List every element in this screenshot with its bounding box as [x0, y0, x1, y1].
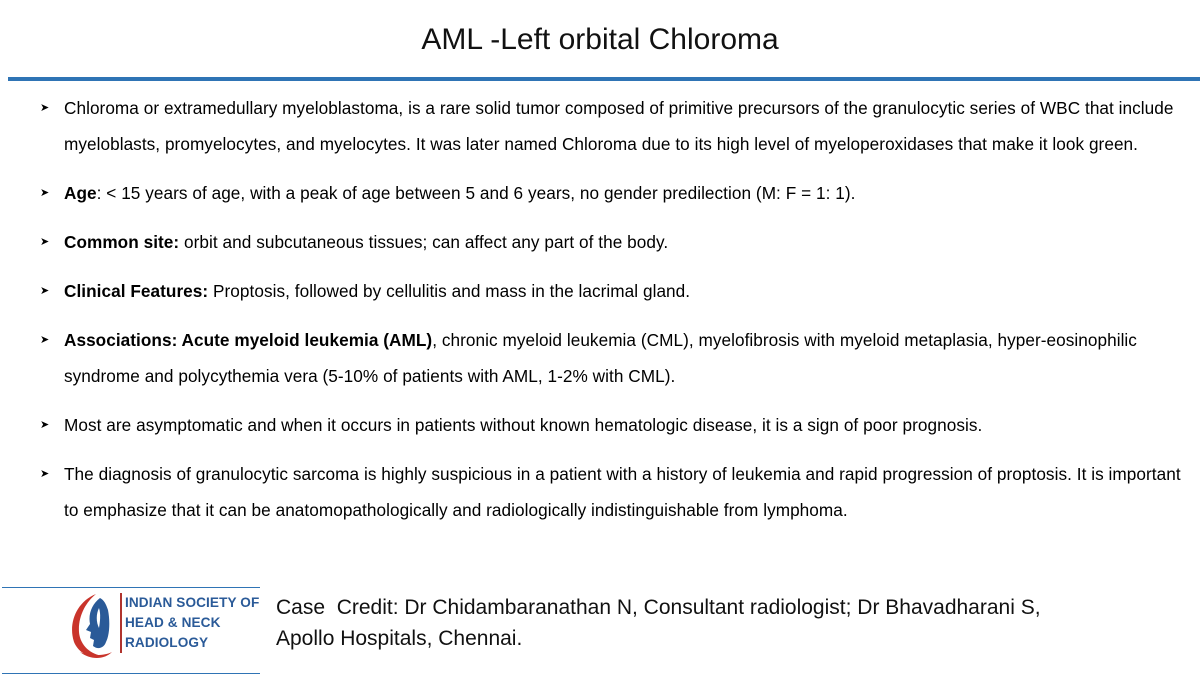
case-credit: [276, 592, 1176, 654]
footer-divider-bottom: [2, 673, 260, 674]
arrowhead-icon: ➤: [40, 334, 50, 346]
arrowhead-icon: ➤: [40, 468, 50, 480]
arrowhead-icon: ➤: [40, 285, 50, 297]
bullet-item: [34, 90, 1184, 162]
org-name-line: RADIOLOGY: [125, 635, 209, 650]
bullet-bold: Age: [64, 183, 97, 203]
bullet-item: [34, 456, 1184, 528]
bullet-text: , chronic myeloid leukemia (CML), myelofibrosis with myeloid metaplasia, hyper-eosinophilic syndrome and polycythemia vera (5-10% of patients with AML, 1-2% with CML).: [64, 330, 1137, 386]
bullet-text: Most are asymptomatic and when it occurs in patients without known hematologic disease, it is a sign of poor prognosis.: [64, 415, 983, 435]
bullet-item: [34, 175, 1184, 211]
bullet-text: : < 15 years of age, with a peak of age between 5 and 6 years, no gender predilection (M: F = 1: 1).: [96, 183, 856, 203]
bullet-text: Chloroma or extramedullary myeloblastoma, is a rare solid tumor composed of primitive precursors of the granulocytic series of WBC that include myeloblasts, promyelocytes, and myelocytes. It was later named Chloroma due to its high level of myeloperoxidases that make it look green.: [64, 98, 1174, 154]
arrowhead-icon: ➤: [40, 187, 50, 199]
org-name-line: HEAD & NECK: [125, 615, 221, 630]
org-name: [120, 593, 261, 653]
bullet-bold: Associations: Acute myeloid leukemia (AML): [64, 330, 433, 350]
bullet-list: [34, 90, 1184, 541]
arrowhead-icon: ➤: [40, 419, 50, 431]
arrowhead-icon: ➤: [40, 102, 50, 114]
bullet-item: [34, 407, 1184, 443]
slide-title: AML -Left orbital Chloroma: [421, 23, 779, 56]
bullet-bold: Clinical Features:: [64, 281, 209, 301]
bullet-item: [34, 322, 1184, 394]
footer-divider-top: [2, 587, 260, 588]
arrowhead-icon: ➤: [40, 236, 50, 248]
isnhr-logo-icon: [66, 590, 120, 662]
org-name-line: INDIAN SOCIETY OF: [125, 595, 260, 610]
title-divider: [8, 77, 1200, 81]
bullet-item: [34, 224, 1184, 260]
bullet-text: Proptosis, followed by cellulitis and mass in the lacrimal gland.: [208, 281, 691, 301]
bullet-text: orbit and subcutaneous tissues; can affect any part of the body.: [179, 232, 669, 252]
credit-line: Apollo Hospitals, Chennai.: [276, 627, 523, 650]
bullet-bold: Common site:: [64, 232, 180, 252]
bullet-item: [34, 273, 1184, 309]
bullet-text: The diagnosis of granulocytic sarcoma is highly suspicious in a patient with a history of leukemia and rapid progression of proptosis. It is important to emphasize that it can be anatomopathologically and radiologically indistinguishable from lymphoma.: [64, 464, 1181, 520]
credit-line: Case Credit: Dr Chidambaranathan N, Consultant radiologist; Dr Bhavadharani S,: [276, 596, 1041, 619]
